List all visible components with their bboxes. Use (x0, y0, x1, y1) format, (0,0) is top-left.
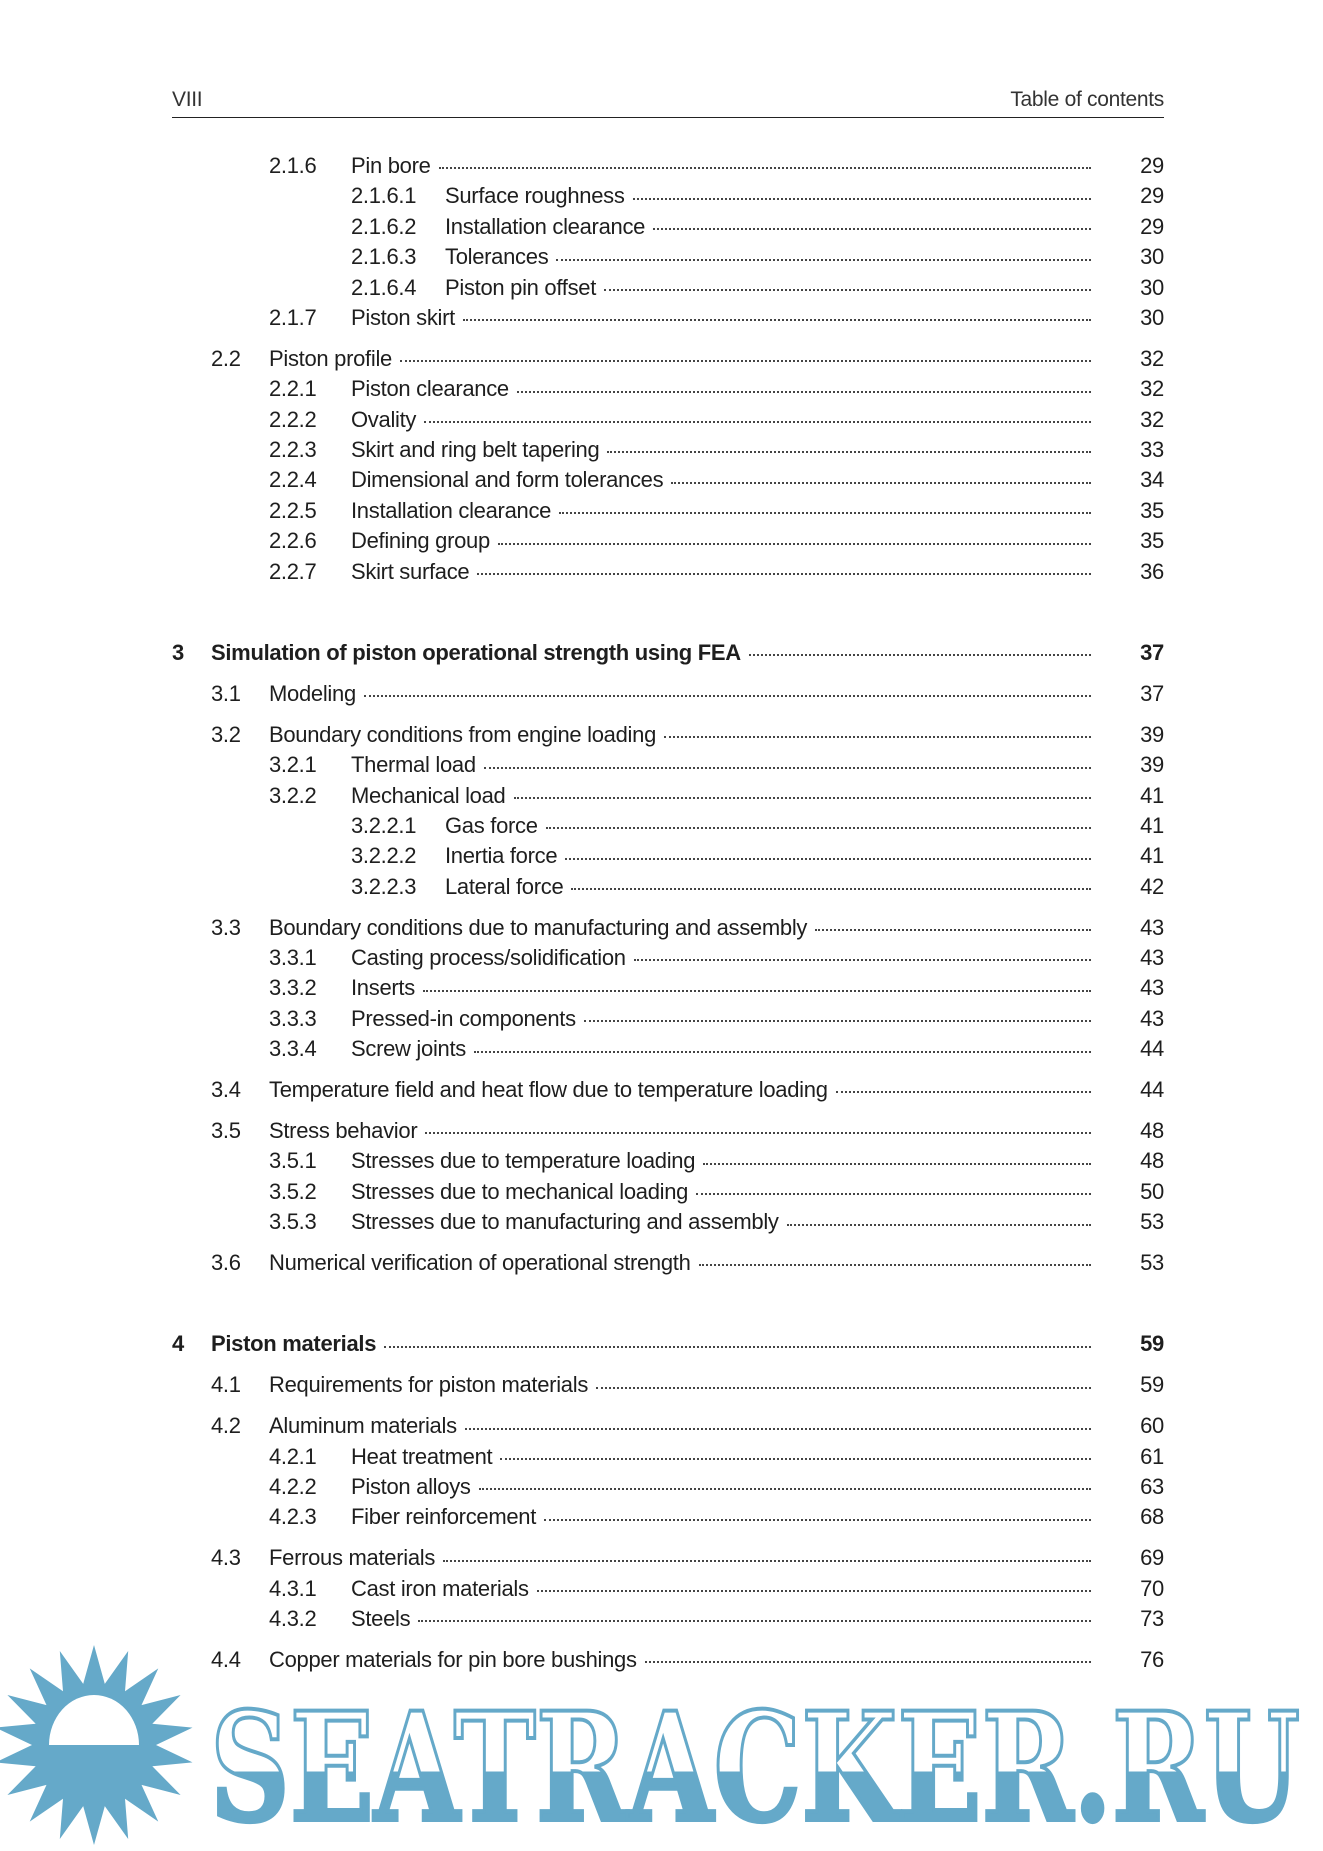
dot-leader (544, 1519, 1091, 1521)
entry-page: 43 (1140, 1005, 1164, 1031)
table-of-contents (0, 151, 1323, 1675)
entry-page: 76 (1140, 1646, 1164, 1672)
toc-entry[interactable] (0, 811, 1323, 841)
dot-leader (749, 654, 1091, 656)
entry-number: 4.3.2 (269, 1606, 317, 1632)
entry-number: 2.2.2 (269, 406, 317, 432)
entry-title: Ferrous materials (269, 1543, 443, 1573)
dot-leader (571, 888, 1091, 890)
dot-leader (439, 167, 1091, 169)
toc-entry[interactable] (0, 1604, 1323, 1634)
entry-number: 2.2.4 (269, 467, 317, 493)
dot-leader (634, 959, 1091, 961)
entry-page: 50 (1140, 1178, 1164, 1204)
entry-number: 3.5.1 (269, 1148, 317, 1174)
watermark-text: SEATRACKER.RU (210, 1680, 1300, 1851)
sun-icon (0, 1645, 193, 1845)
entry-page: 53 (1140, 1250, 1164, 1275)
entry-title: Installation clearance (445, 212, 653, 242)
toc-entry[interactable] (0, 465, 1323, 495)
entry-number: 3.3.1 (269, 944, 317, 970)
entry-title: Thermal load (351, 750, 484, 780)
toc-entry[interactable] (0, 1146, 1323, 1176)
entry-number: 4.2.1 (269, 1443, 317, 1469)
entry-page: 32 (1140, 345, 1164, 371)
entry-page: 68 (1140, 1504, 1164, 1530)
dot-leader (696, 1193, 1091, 1195)
dot-leader (607, 451, 1091, 453)
entry-title: Skirt and ring belt tapering (351, 435, 607, 465)
entry-number: 4.2.2 (269, 1473, 317, 1499)
toc-entry[interactable] (0, 1116, 1323, 1146)
dot-leader (556, 259, 1091, 261)
entry-title: Requirements for piston materials (269, 1370, 596, 1400)
entry-page: 59 (1140, 1331, 1164, 1357)
entry-page: 59 (1140, 1372, 1164, 1398)
entry-page: 44 (1140, 1077, 1164, 1103)
dot-leader (699, 1264, 1091, 1266)
entry-title: Piston profile (269, 344, 400, 374)
toc-entry[interactable] (0, 405, 1323, 435)
toc-entry[interactable] (0, 1472, 1323, 1502)
toc-entry[interactable] (0, 1574, 1323, 1604)
entry-page: 30 (1140, 244, 1164, 270)
entry-number: 3.3 (211, 914, 241, 940)
toc-entry[interactable] (0, 435, 1323, 465)
header-rule (172, 117, 1164, 118)
entry-title: Heat treatment (351, 1442, 500, 1472)
entry-number: 3.2 (211, 721, 241, 747)
entry-title: Mechanical load (351, 781, 514, 811)
toc-entry[interactable] (0, 1329, 1323, 1359)
entry-title: Stresses due to manufacturing and assembly (351, 1207, 787, 1237)
entry-page: 43 (1140, 914, 1164, 940)
entry-number: 2.2.3 (269, 437, 317, 463)
entry-title: Temperature field and heat flow due to temperature loading (269, 1075, 836, 1105)
entry-page: 30 (1140, 274, 1164, 300)
entry-page: 32 (1140, 376, 1164, 402)
dot-leader (537, 1590, 1091, 1592)
toc-entry[interactable] (0, 1411, 1323, 1441)
entry-page: 41 (1140, 782, 1164, 808)
entry-number: 4.2 (211, 1413, 241, 1439)
entry-page: 44 (1140, 1036, 1164, 1062)
running-title: Table of contents (1010, 88, 1164, 111)
dot-leader (653, 228, 1091, 230)
dot-leader (584, 1020, 1091, 1022)
entry-page: 29 (1140, 183, 1164, 209)
toc-entry[interactable] (0, 1004, 1323, 1034)
entry-title: Steels (351, 1604, 418, 1634)
entry-title: Stress behavior (269, 1116, 425, 1146)
entry-title: Stresses due to mechanical loading (351, 1177, 696, 1207)
entry-page: 43 (1140, 975, 1164, 1001)
entry-title: Ovality (351, 405, 424, 435)
entry-title: Modeling (269, 679, 364, 709)
toc-entry[interactable] (0, 496, 1323, 526)
entry-page: 35 (1140, 528, 1164, 554)
toc-entry[interactable] (0, 841, 1323, 871)
entry-title: Piston clearance (351, 374, 517, 404)
entry-number: 4 (172, 1331, 184, 1357)
dot-leader (424, 421, 1091, 423)
toc-entry[interactable] (0, 872, 1323, 902)
entry-title: Numerical verification of operational strength (269, 1248, 699, 1278)
dot-leader (836, 1091, 1091, 1093)
dot-leader (477, 573, 1091, 575)
toc-entry[interactable] (0, 973, 1323, 1003)
entry-title: Dimensional and form tolerances (351, 465, 671, 495)
entry-title: Copper materials for pin bore bushings (269, 1645, 645, 1675)
entry-number: 3 (172, 639, 184, 665)
dot-leader (596, 1387, 1091, 1389)
entry-page: 41 (1140, 812, 1164, 838)
entry-title: Piston pin offset (445, 273, 604, 303)
entry-title: Pressed-in components (351, 1004, 584, 1034)
toc-entry[interactable] (0, 1034, 1323, 1064)
entry-number: 3.2.1 (269, 752, 317, 778)
toc-entry[interactable] (0, 943, 1323, 973)
entry-number: 3.2.2.1 (351, 812, 417, 838)
entry-number: 2.2 (211, 345, 241, 371)
dot-leader (400, 360, 1091, 362)
entry-number: 3.5.3 (269, 1209, 317, 1235)
entry-page: 33 (1140, 437, 1164, 463)
entry-title: Screw joints (351, 1034, 474, 1064)
entry-number: 4.4 (211, 1646, 241, 1672)
dot-leader (423, 990, 1091, 992)
entry-page: 60 (1140, 1413, 1164, 1439)
entry-number: 3.3.4 (269, 1036, 317, 1062)
toc-entry[interactable] (0, 638, 1323, 668)
entry-title: Installation clearance (351, 496, 559, 526)
toc-entry[interactable] (0, 913, 1323, 943)
entry-page: 29 (1140, 213, 1164, 239)
entry-number: 3.5.2 (269, 1178, 317, 1204)
entry-number: 2.1.6.2 (351, 213, 417, 239)
entry-number: 3.5 (211, 1117, 241, 1143)
dot-leader (633, 198, 1091, 200)
toc-entry[interactable] (0, 1370, 1323, 1400)
toc-entry[interactable] (0, 303, 1323, 333)
entry-page: 63 (1140, 1473, 1164, 1499)
entry-page: 48 (1140, 1148, 1164, 1174)
toc-entry[interactable] (0, 242, 1323, 272)
entry-title: Defining group (351, 526, 498, 556)
entry-number: 2.2.1 (269, 376, 317, 402)
toc-entry[interactable] (0, 1177, 1323, 1207)
entry-page: 35 (1140, 497, 1164, 523)
entry-title: Casting process/solidification (351, 943, 634, 973)
toc-entry[interactable] (0, 1543, 1323, 1573)
entry-number: 3.4 (211, 1077, 241, 1103)
entry-title: Skirt surface (351, 557, 477, 587)
entry-number: 2.2.6 (269, 528, 317, 554)
entry-title: Inserts (351, 973, 423, 1003)
toc-entry[interactable] (0, 1207, 1323, 1237)
toc-entry[interactable] (0, 212, 1323, 242)
entry-number: 3.2.2.3 (351, 873, 417, 899)
entry-page: 53 (1140, 1209, 1164, 1235)
entry-page: 30 (1140, 304, 1164, 330)
entry-title: Piston skirt (351, 303, 463, 333)
dot-leader (484, 767, 1091, 769)
toc-entry[interactable] (0, 750, 1323, 780)
dot-leader (546, 827, 1091, 829)
entry-number: 2.2.7 (269, 558, 317, 584)
entry-page: 37 (1140, 639, 1164, 665)
dot-leader (384, 1346, 1091, 1348)
entry-number: 3.6 (211, 1250, 241, 1275)
entry-title: Gas force (445, 811, 546, 841)
toc-entry[interactable] (0, 720, 1323, 750)
entry-title: Lateral force (445, 872, 571, 902)
entry-number: 2.1.7 (269, 304, 317, 330)
entry-title: Piston alloys (351, 1472, 479, 1502)
entry-page: 39 (1140, 721, 1164, 747)
dot-leader (465, 1428, 1091, 1430)
dot-leader (703, 1163, 1091, 1165)
toc-entry[interactable] (0, 557, 1323, 587)
entry-page: 43 (1140, 944, 1164, 970)
toc-entry[interactable] (0, 1442, 1323, 1472)
entry-page: 41 (1140, 843, 1164, 869)
entry-number: 3.3.2 (269, 975, 317, 1001)
entry-number: 2.1.6.3 (351, 244, 417, 270)
entry-title: Stresses due to temperature loading (351, 1146, 703, 1176)
dot-leader (443, 1560, 1091, 1562)
dot-leader (604, 289, 1091, 291)
entry-page: 29 (1140, 153, 1164, 178)
page-number: VIII (172, 88, 203, 111)
entry-page: 69 (1140, 1545, 1164, 1571)
entry-title: Inertia force (445, 841, 565, 871)
dot-leader (671, 482, 1091, 484)
entry-number: 4.2.3 (269, 1504, 317, 1530)
entry-page: 36 (1140, 558, 1164, 584)
entry-title: Boundary conditions due to manufacturing and assembly (269, 913, 815, 943)
dot-leader (425, 1132, 1091, 1134)
entry-title: Fiber reinforcement (351, 1502, 544, 1532)
toc-entry[interactable] (0, 1075, 1323, 1105)
toc-entry[interactable] (0, 1248, 1323, 1278)
toc-entry[interactable] (0, 679, 1323, 709)
entry-number: 4.1 (211, 1372, 241, 1398)
entry-page: 61 (1140, 1443, 1164, 1469)
dot-leader (498, 543, 1091, 545)
entry-page: 42 (1140, 873, 1164, 899)
toc-entry[interactable] (0, 151, 1323, 181)
toc-entry[interactable] (0, 526, 1323, 556)
entry-page: 70 (1140, 1575, 1164, 1601)
entry-number: 3.2.2.2 (351, 843, 417, 869)
entry-number: 3.3.3 (269, 1005, 317, 1031)
entry-page: 32 (1140, 406, 1164, 432)
toc-entry[interactable] (0, 374, 1323, 404)
entry-title: Aluminum materials (269, 1411, 465, 1441)
toc-entry[interactable] (0, 181, 1323, 211)
entry-number: 3.2.2 (269, 782, 317, 808)
entry-page: 48 (1140, 1117, 1164, 1143)
toc-entry[interactable] (0, 273, 1323, 303)
dot-leader (474, 1051, 1091, 1053)
dot-leader (463, 319, 1091, 321)
dot-leader (418, 1620, 1091, 1622)
dot-leader (565, 858, 1091, 860)
toc-entry[interactable] (0, 781, 1323, 811)
watermark-logo (0, 1640, 1323, 1851)
toc-entry[interactable] (0, 344, 1323, 374)
entry-number: 2.2.5 (269, 497, 317, 523)
dot-leader (517, 391, 1091, 393)
entry-number: 2.1.6.4 (351, 274, 417, 300)
dot-leader (559, 512, 1091, 514)
dot-leader (664, 736, 1091, 738)
dot-leader (815, 929, 1091, 931)
entry-number: 3.1 (211, 680, 241, 706)
entry-title: Surface roughness (445, 181, 633, 211)
entry-page: 37 (1140, 680, 1164, 706)
toc-entry[interactable] (0, 1502, 1323, 1532)
dot-leader (364, 695, 1091, 697)
entry-page: 73 (1140, 1606, 1164, 1632)
entry-page: 39 (1140, 752, 1164, 778)
entry-number: 4.3 (211, 1545, 241, 1571)
entry-title: Simulation of piston operational strength using FEA (211, 638, 749, 668)
entry-title: Tolerances (445, 242, 556, 272)
entry-number: 2.1.6.1 (351, 183, 417, 209)
entry-title: Cast iron materials (351, 1574, 537, 1604)
entry-number: 2.1.6 (269, 153, 317, 178)
entry-number: 4.3.1 (269, 1575, 317, 1601)
entry-title: Piston materials (211, 1329, 384, 1359)
dot-leader (514, 797, 1092, 799)
entry-title: Pin bore (351, 151, 439, 181)
entry-page: 34 (1140, 467, 1164, 493)
dot-leader (787, 1224, 1091, 1226)
dot-leader (479, 1488, 1091, 1490)
dot-leader (500, 1458, 1091, 1460)
entry-title: Boundary conditions from engine loading (269, 720, 664, 750)
